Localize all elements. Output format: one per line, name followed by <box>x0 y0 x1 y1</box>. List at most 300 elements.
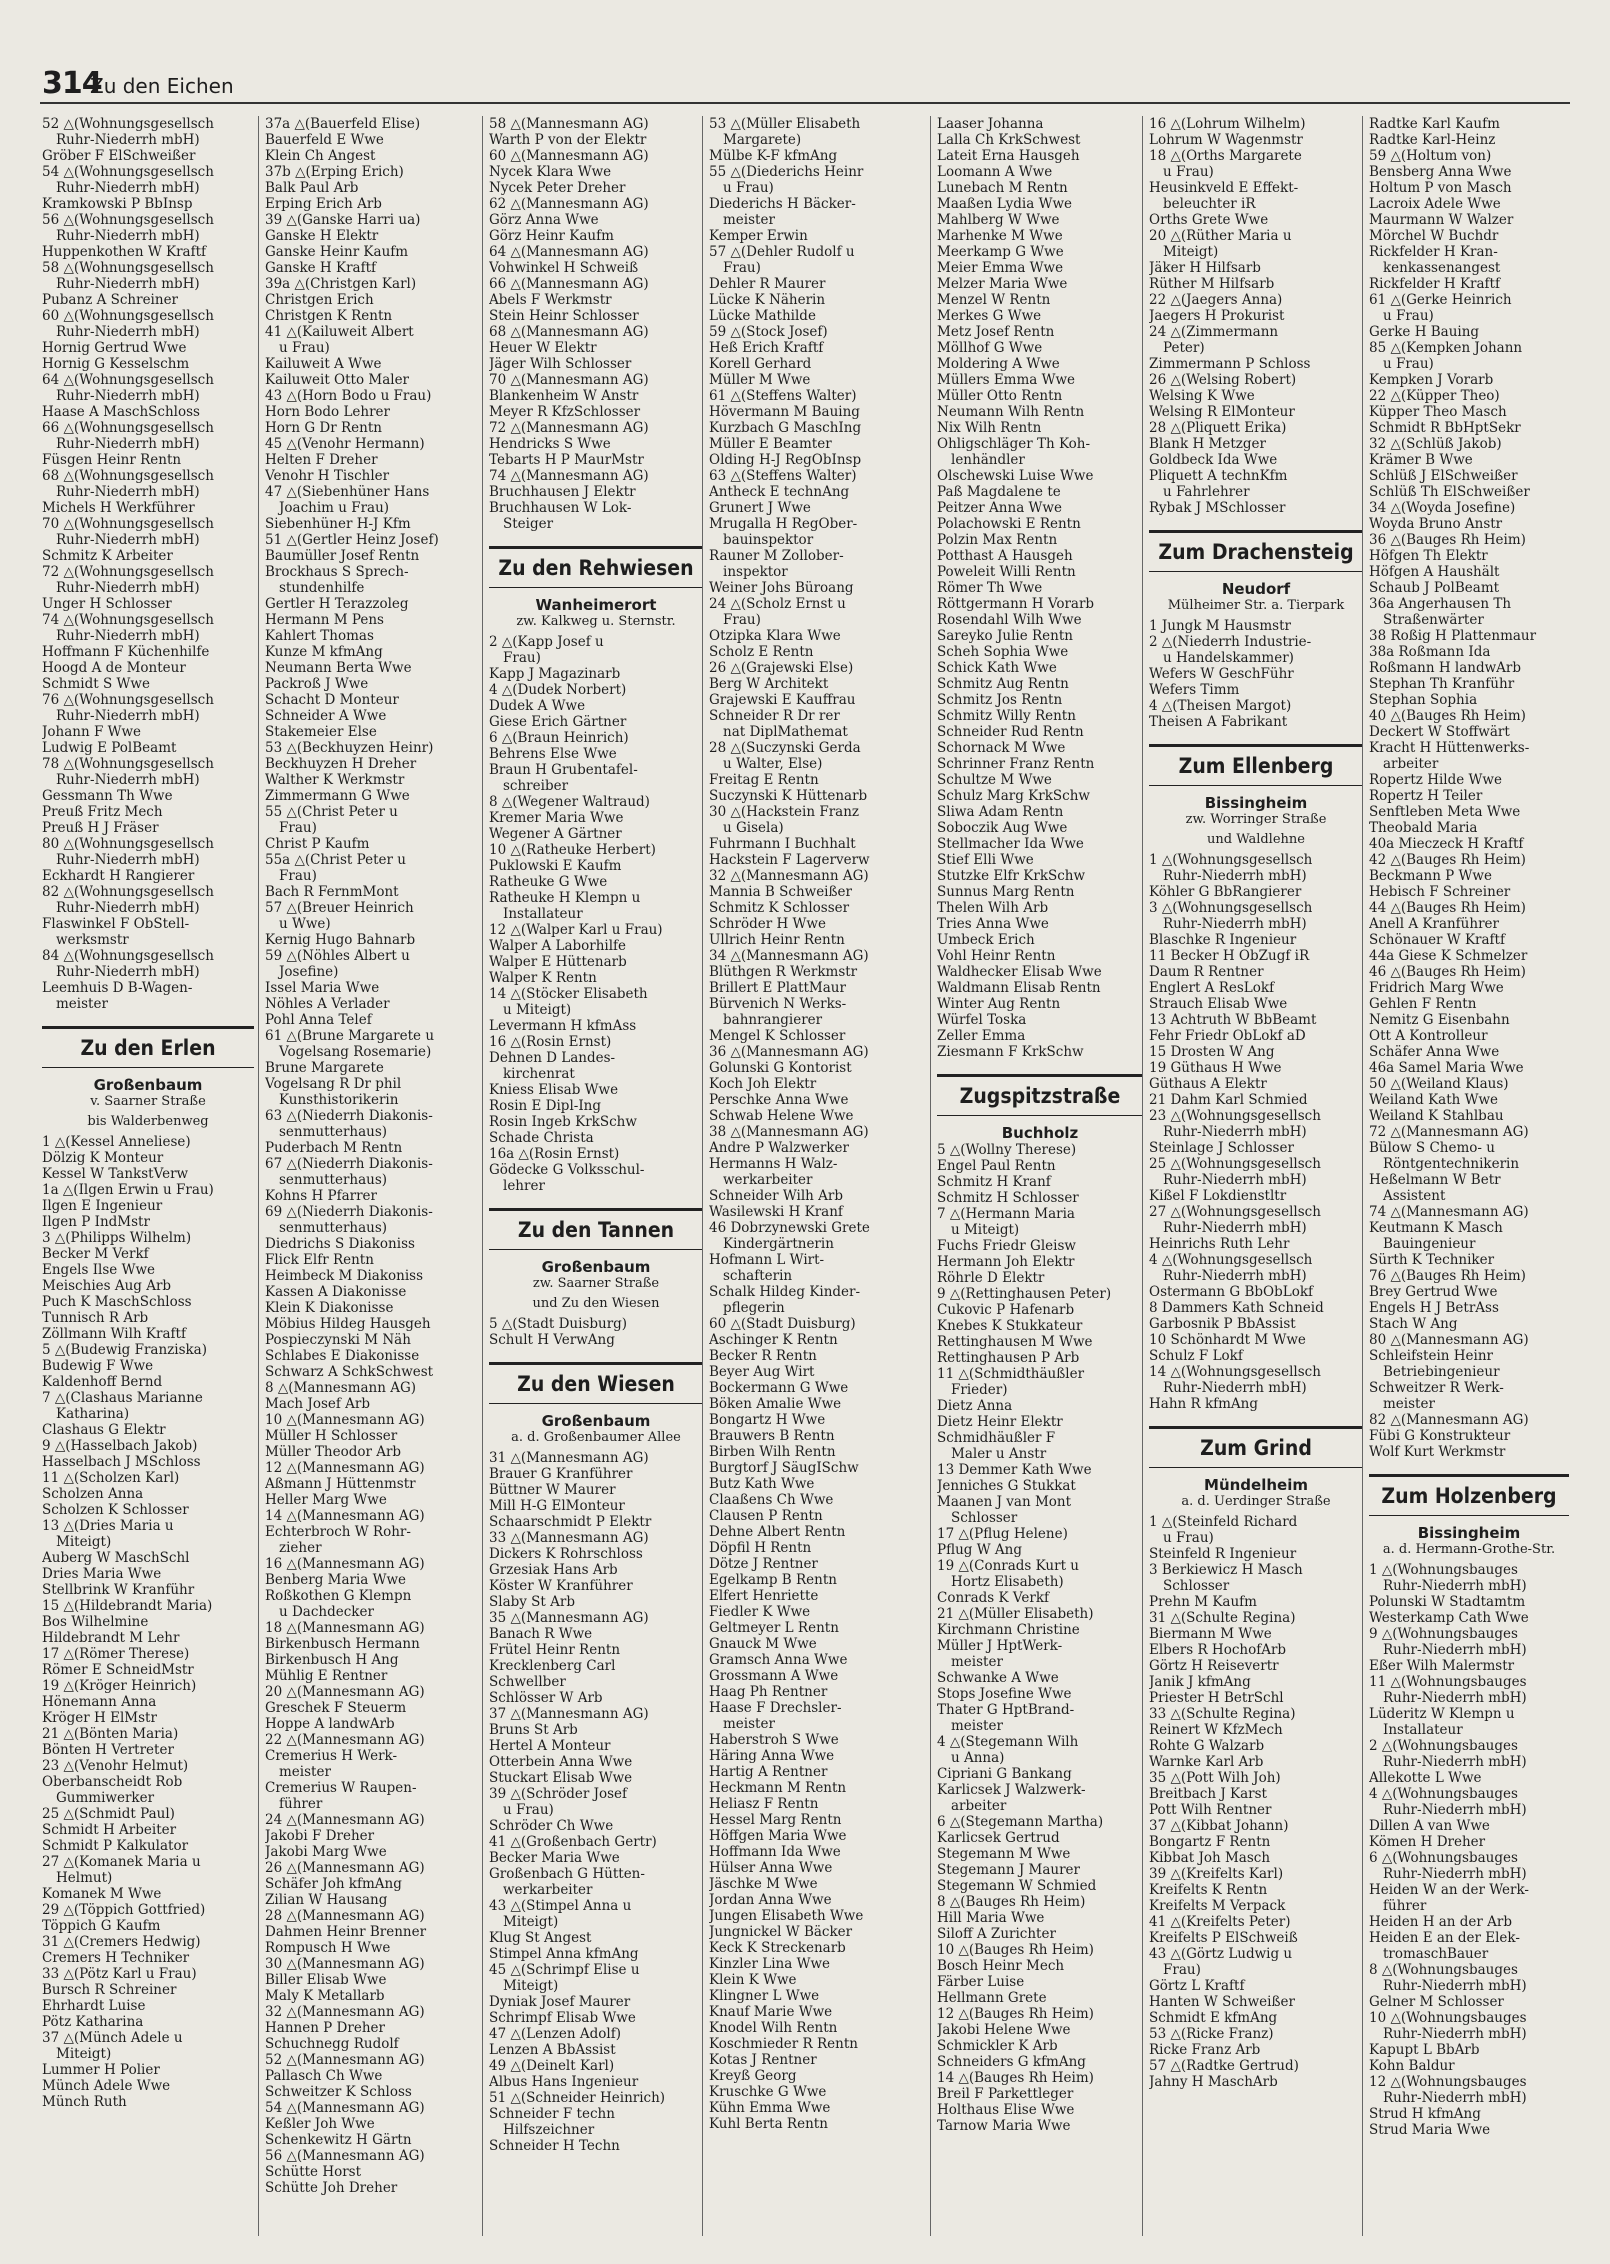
column-6 <box>1142 116 1363 2236</box>
directory-entry: Haase A MaschSchloss <box>42 404 200 420</box>
directory-entry: Strud H kfmAng <box>1369 2106 1481 2122</box>
directory-entry: Fiedler K Wwe <box>709 1604 811 1620</box>
directory-entry: Lummer H Polier <box>42 2062 160 2078</box>
directory-entry: 2 △(Niederrh Industrie- <box>1149 634 1312 650</box>
directory-entry: 28 △(Pliquett Erika) <box>1149 420 1287 436</box>
directory-entry: 33 △(Mannesmann AG) <box>489 1530 649 1546</box>
directory-entry: 21 △(Müller Elisabeth) <box>937 1606 1094 1622</box>
directory-entry: Oberbanscheidt Rob <box>42 1774 183 1790</box>
street-location-note: Mülheimer Str. a. Tierpark <box>1167 598 1345 613</box>
directory-entry: 85 △(Kempken Johann <box>1369 340 1523 356</box>
directory-entry: werksmstr <box>56 932 129 948</box>
directory-entry: 8 △(Wegener Waltraud) <box>489 794 650 810</box>
directory-entry: Schmitz H Kranf <box>937 1174 1051 1190</box>
directory-entry: Heßelmann W Betr <box>1369 1172 1501 1188</box>
directory-entry: Miteigt) <box>503 1978 559 1994</box>
directory-entry: Levermann H kfmAss <box>489 1018 637 1034</box>
directory-entry: Fridrich Marg Wwe <box>1369 980 1504 996</box>
directory-entry: arbeiter <box>951 1798 1007 1814</box>
directory-entry: meister <box>723 212 775 228</box>
directory-entry: 4 △(Wohnungsgesellsch <box>1149 1252 1313 1268</box>
directory-entry: Giese Erich Gärtner <box>489 714 627 730</box>
directory-entry: 45 △(Schrimpf Elise u <box>489 1962 640 1978</box>
directory-entry: 12 △(Wohnungsbauges <box>1369 2074 1527 2090</box>
directory-entry: Andre P Walzwerker <box>709 1140 849 1156</box>
directory-entry: 30 △(Mannesmann AG) <box>265 1956 425 1972</box>
directory-entry: Schmitz K Arbeiter <box>42 548 173 564</box>
directory-entry: Frau) <box>723 612 761 628</box>
directory-entry: 1 △(Wohnungsgesellsch <box>1149 852 1313 868</box>
directory-entry: Koch Joh Elektr <box>709 1076 817 1092</box>
directory-entry: Hoppe A landwArb <box>265 1716 395 1732</box>
directory-entry: Lunebach M Rentn <box>937 180 1068 196</box>
directory-entry: meister <box>1383 1396 1435 1412</box>
directory-entry: Schultze M Wwe <box>937 772 1052 788</box>
directory-entry: Kaldenhoff Bernd <box>42 1374 163 1390</box>
directory-entry: Lücke K Näherin <box>709 292 826 308</box>
directory-entry: Bach R FernmMont <box>265 884 399 900</box>
directory-entry: 59 △(Stock Josef) <box>709 324 828 340</box>
directory-entry: Schütte Joh Dreher <box>265 2180 398 2196</box>
directory-entry: Schenkewitz H Gärtn <box>265 2132 412 2148</box>
street-location-note: zw. Kalkweg u. Sternstr. <box>516 614 676 629</box>
directory-entry: Müller E Beamter <box>709 436 832 452</box>
directory-entry: 38 Roßig H Plattenmaur <box>1369 628 1537 644</box>
directory-entry: 70 △(Mannesmann AG) <box>489 372 649 388</box>
directory-entry: 39 △(Schröder Josef <box>489 1786 628 1802</box>
directory-entry: Peter) <box>1163 340 1205 356</box>
directory-entry: 57 △(Dehler Rudolf u <box>709 244 855 260</box>
directory-entry: 26 △(Grajewski Else) <box>709 660 854 676</box>
directory-entry: Pallasch Ch Wwe <box>265 2068 383 2084</box>
directory-entry: Ruhr-Niederrh mbH) <box>56 276 200 292</box>
directory-entry: Kinzler Lina Wwe <box>709 1956 830 1972</box>
district-name: Bissingheim <box>1417 1524 1521 1542</box>
directory-entry: Benberg Maria Wwe <box>265 1572 407 1588</box>
directory-entry: Mach Josef Arb <box>265 1396 371 1412</box>
directory-entry: u Frau) <box>723 180 774 196</box>
directory-entry: Gödecke G Volksschul- <box>489 1162 645 1178</box>
directory-entry: 8 Dammers Kath Schneid <box>1149 1300 1324 1316</box>
directory-entry: Stach W Ang <box>1369 1316 1458 1332</box>
directory-entry: Schmitz K Schlosser <box>709 900 850 916</box>
directory-entry: Ruhr-Niederrh mbH) <box>1163 1380 1307 1396</box>
directory-entry: Horn G Dr Rentn <box>265 420 382 436</box>
directory-entry: 55 △(Christ Peter u <box>265 804 398 820</box>
directory-entry: Ruhr-Niederrh mbH) <box>1383 1802 1527 1818</box>
directory-entry: 76 △(Bauges Rh Heim) <box>1369 1268 1526 1284</box>
directory-entry: Kernig Hugo Bahnarb <box>265 932 416 948</box>
directory-entry: Brockhaus S Sprech- <box>265 564 409 580</box>
directory-entry: bauinspektor <box>723 532 814 548</box>
directory-entry: Maanen J van Mont <box>937 1494 1072 1510</box>
directory-entry: 10 △(Ratheuke Herbert) <box>489 842 656 858</box>
directory-entry: Schneider Wilh Arb <box>709 1188 843 1204</box>
street-location-note: v. Saarner Straße <box>90 1094 206 1109</box>
directory-entry: Schlüß Th ElSchweißer <box>1369 484 1530 500</box>
directory-entry: Heinrichs Ruth Lehr <box>1149 1236 1290 1252</box>
directory-entry: u Frau) <box>1383 308 1434 324</box>
directory-entry: Heliasz F Rentn <box>709 1796 819 1812</box>
directory-entry: Höfgen A Haushält <box>1369 564 1500 580</box>
directory-entry: 5 △(Wollny Therese) <box>937 1142 1077 1158</box>
directory-entry: Melzer Maria Wwe <box>937 276 1068 292</box>
directory-entry: Albus Hans Ingenieur <box>489 2074 639 2090</box>
directory-entry: Dillen A van Wwe <box>1369 1818 1490 1834</box>
directory-entry: tromaschBauer <box>1383 1946 1489 1962</box>
directory-entry: Johann F Wwe <box>42 724 142 740</box>
directory-entry: Vogelsang R Dr phil <box>265 1076 402 1092</box>
directory-entry: 68 △(Wohnungsgesellsch <box>42 468 214 484</box>
directory-entry: 32 △(Mannesmann AG) <box>709 868 869 884</box>
directory-entry: Küpper Theo Masch <box>1369 404 1507 420</box>
directory-entry: Hellmann Grete <box>937 1990 1047 2006</box>
directory-entry: 28 △(Mannesmann AG) <box>265 1908 425 1924</box>
directory-entry: Fübi G Konstrukteur <box>1369 1428 1511 1444</box>
directory-entry: stundenhilfe <box>279 580 365 596</box>
directory-entry: 14 △(Stöcker Elisabeth <box>489 986 648 1002</box>
directory-entry: Pott Wilh Rentner <box>1149 1802 1272 1818</box>
street-heading: Zugspitzstraße <box>937 1074 1143 1116</box>
directory-entry: Kunze M kfmAng <box>265 644 383 660</box>
directory-entry: Schlabes E Diakonisse <box>265 1348 420 1364</box>
directory-entry: Miteigt) <box>56 2046 112 2062</box>
directory-entry: 55a △(Christ Peter u <box>265 852 406 868</box>
directory-entry: 8 △(Bauges Rh Heim) <box>937 1894 1086 1910</box>
directory-entry: Frieder) <box>951 1382 1008 1398</box>
street-location-note: und Waldlehne <box>1207 832 1305 847</box>
directory-entry: Schlosser <box>1163 1578 1230 1594</box>
directory-entry: 52 △(Mannesmann AG) <box>265 2052 425 2068</box>
directory-entry: Hill Maria Wwe <box>937 1910 1045 1926</box>
directory-entry: Walper E Hüttenarb <box>489 954 627 970</box>
directory-entry: Biermann M Wwe <box>1149 1626 1272 1642</box>
directory-entry: Lalla Ch KrkSchwest <box>937 132 1081 148</box>
directory-entry: Bockermann G Wwe <box>709 1380 849 1396</box>
directory-entry: 46 Dobrzynewski Grete <box>709 1220 870 1236</box>
directory-entry: Assistent <box>1383 1188 1446 1204</box>
directory-entry: Koschmieder R Rentn <box>709 2036 858 2052</box>
directory-entry: Müller H Schlosser <box>265 1428 398 1444</box>
directory-entry: Peitzer Anna Wwe <box>937 500 1062 516</box>
directory-entry: Rompusch H Wwe <box>265 1940 391 1956</box>
directory-entry: Knebes K Stukkateur <box>937 1318 1083 1334</box>
directory-entry: Hoffmann F Küchenhilfe <box>42 644 210 660</box>
district-name: Großenbaum <box>93 1076 203 1094</box>
directory-entry: Steiger <box>503 516 554 532</box>
directory-entry: Ruhr-Niederrh mbH) <box>1383 1754 1527 1770</box>
directory-entry: Hoogd A de Monteur <box>42 660 186 676</box>
directory-entry: Hasselbach J MSchloss <box>42 1454 201 1470</box>
directory-entry: Schweitzer R Werk- <box>1369 1380 1504 1396</box>
directory-entry: Jäker H Hilfsarb <box>1149 260 1261 276</box>
directory-entry: 23 △(Wohnungsgesellsch <box>1149 1108 1321 1124</box>
directory-entry: Puderbach M Rentn <box>265 1140 403 1156</box>
directory-entry: 72 △(Mannesmann AG) <box>489 420 649 436</box>
directory-entry: Hofmann L Wirt- <box>709 1252 825 1268</box>
directory-entry: Abels F Werkmstr <box>489 292 612 308</box>
directory-entry: Horn Bodo Lehrer <box>265 404 390 420</box>
directory-entry: 33 △(Schulte Regina) <box>1149 1706 1296 1722</box>
directory-entry: 43 △(Stimpel Anna u <box>489 1898 632 1914</box>
directory-entry: Venohr H Tischler <box>265 468 390 484</box>
directory-entry: 37 △(Mannesmann AG) <box>489 1706 649 1722</box>
directory-entry: 10 △(Bauges Rh Heim) <box>937 1942 1094 1958</box>
directory-entry: 9 △(Hasselbach Jakob) <box>42 1438 198 1454</box>
directory-entry: Hahn R kfmAng <box>1149 1396 1259 1412</box>
directory-entry: Mörchel W Buchdr <box>1369 228 1499 244</box>
directory-entry: Mrugalla H RegOber- <box>709 516 858 532</box>
directory-entry: Cukovic P Hafenarb <box>937 1302 1075 1318</box>
directory-entry: Dickers K Rohrschloss <box>489 1546 643 1562</box>
directory-entry: Jungen Elisabeth Wwe <box>709 1908 864 1924</box>
directory-entry: 58 △(Mannesmann AG) <box>489 116 649 132</box>
directory-entry: Michels H Werkführer <box>42 500 195 516</box>
directory-entry: Katharina) <box>56 1406 130 1422</box>
directory-entry: Bruchhausen W Lok- <box>489 500 632 516</box>
directory-entry: Zimmermann P Schloss <box>1149 356 1311 372</box>
directory-entry: Ruhr-Niederrh mbH) <box>56 852 200 868</box>
directory-entry: u Miteigt) <box>503 1002 572 1018</box>
directory-entry: Dötze J Rentner <box>709 1556 818 1572</box>
directory-entry: Banach R Wwe <box>489 1626 593 1642</box>
directory-entry: Miteigt) <box>56 1534 112 1550</box>
directory-entry: Janik J kfmAng <box>1149 1674 1251 1690</box>
district-name: Buchholz <box>1001 1124 1079 1142</box>
directory-entry: Berg W Architekt <box>709 676 829 692</box>
directory-entry: Miteigt) <box>1163 244 1219 260</box>
directory-entry: Görtz L Kraftf <box>1149 1978 1245 1994</box>
directory-entry: Rosin E Dipl-Ing <box>489 1098 602 1114</box>
directory-entry: Klein Ch Angest <box>265 148 376 164</box>
directory-entry: Becker R Rentn <box>709 1348 817 1364</box>
directory-entry: Heusinkveld E Effekt- <box>1149 180 1299 196</box>
directory-entry: Blank H Metzger <box>1149 436 1266 452</box>
directory-entry: Fehr Friedr ObLokf aD <box>1149 1028 1306 1044</box>
directory-entry: Sareyko Julie Rentn <box>937 628 1073 644</box>
directory-entry: Stops Josefine Wwe <box>937 1686 1072 1702</box>
directory-entry: 7 △(Clashaus Marianne <box>42 1390 203 1406</box>
directory-entry: Stutzke Elfr KrkSchw <box>937 868 1086 884</box>
directory-entry: 9 △(Wohnungsbauges <box>1369 1626 1518 1642</box>
directory-entry: Helmut) <box>56 1870 113 1886</box>
directory-entry: Pliquett A technKfm <box>1149 468 1288 484</box>
directory-entry: Kempken J Vorarb <box>1369 372 1494 388</box>
directory-entry: Krämer B Wwe <box>1369 452 1473 468</box>
directory-entry: 13 Demmer Kath Wwe <box>937 1462 1092 1478</box>
directory-entry: Ganske H Kraftf <box>265 260 376 276</box>
directory-entry: 27 △(Wohnungsgesellsch <box>1149 1204 1321 1220</box>
directory-entry: 51 △(Gertler Heinz Josef) <box>265 532 439 548</box>
directory-entry: Hönemann Anna <box>42 1694 157 1710</box>
directory-entry: Schneider H Techn <box>489 2138 620 2154</box>
directory-entry: Holtum P von Masch <box>1369 180 1512 196</box>
directory-entry: 58 △(Wohnungsgesellsch <box>42 260 214 276</box>
directory-entry: Frau) <box>1163 1962 1201 1978</box>
directory-entry: Blaschke R Ingenieur <box>1149 932 1297 948</box>
directory-entry: Ruhr-Niederrh mbH) <box>56 228 200 244</box>
directory-entry: Schmitz H Schlosser <box>937 1190 1079 1206</box>
directory-entry: Soboczik Aug Wwe <box>937 820 1068 836</box>
directory-entry: Umbeck Erich <box>937 932 1035 948</box>
directory-entry: Polunski W Stadtamtm <box>1369 1594 1526 1610</box>
directory-entry: 46 △(Bauges Rh Heim) <box>1369 964 1526 980</box>
directory-entry: Poweleit Willi Rentn <box>937 564 1076 580</box>
directory-entry: Mülbe K-F kfmAng <box>709 148 838 164</box>
directory-entry: 43 △(Horn Bodo u Frau) <box>265 388 432 404</box>
directory-entry: Schalk Hildeg Kinder- <box>709 1284 861 1300</box>
directory-entry: Klingner L Wwe <box>709 1988 820 2004</box>
directory-entry: 53 △(Müller Elisabeth <box>709 116 861 132</box>
directory-entry: 8 △(Mannesmann AG) <box>265 1380 417 1396</box>
directory-entry: 16a △(Rosin Ernst) <box>489 1146 620 1162</box>
directory-entry: Polzin Max Rentn <box>937 532 1058 548</box>
directory-entry: Kömen H Dreher <box>1369 1834 1486 1850</box>
directory-entry: Becker Maria Wwe <box>489 1850 620 1866</box>
directory-entry: Metz Josef Rentn <box>937 324 1055 340</box>
directory-entry: Installateur <box>503 906 583 922</box>
directory-entry: Sürth K Techniker <box>1369 1252 1495 1268</box>
directory-entry: führer <box>1383 1898 1427 1914</box>
directory-entry: 4 △(Dudek Norbert) <box>489 682 627 698</box>
directory-entry: 38 △(Mannesmann AG) <box>709 1124 869 1140</box>
directory-entry: Maler u Anstr <box>951 1446 1047 1462</box>
directory-entry: Claaßens Ch Wwe <box>709 1492 834 1508</box>
directory-entry: 33 △(Pötz Karl u Frau) <box>42 1966 197 1982</box>
directory-entry: Wefers W GeschFühr <box>1149 666 1294 682</box>
directory-entry: Ruhr-Niederrh mbH) <box>56 132 200 148</box>
directory-entry: 41 △(Kreifelts Peter) <box>1149 1914 1291 1930</box>
directory-entry: Biller Elisab Wwe <box>265 1972 387 1988</box>
directory-entry: 16 △(Lohrum Wilhelm) <box>1149 116 1306 132</box>
directory-entry: Schröder Ch Wwe <box>489 1818 614 1834</box>
directory-entry: Vohl Heinr Rentn <box>937 948 1056 964</box>
directory-entry: Nemitz G Eisenbahn <box>1369 1012 1510 1028</box>
district-name: Bissingheim <box>1204 794 1308 812</box>
directory-entry: Sunnus Marg Rentn <box>937 884 1075 900</box>
directory-entry: Rauner M Zollober- <box>709 548 844 564</box>
directory-entry: Hornig Gertrud Wwe <box>42 340 187 356</box>
directory-entry: Strud Maria Wwe <box>1369 2122 1491 2138</box>
directory-entry: beleuchter iR <box>1163 196 1256 212</box>
directory-entry: Röhrle D Elektr <box>937 1270 1045 1286</box>
directory-entry: Keßler Joh Wwe <box>265 2116 375 2132</box>
directory-entry: 72 △(Mannesmann AG) <box>1369 1124 1529 1140</box>
directory-entry: Ott A Kontrolleur <box>1369 1028 1488 1044</box>
directory-entry: Tunnisch R Arb <box>42 1310 149 1326</box>
directory-entry: Kuhl Berta Rentn <box>709 2116 828 2132</box>
directory-entry: u Frau) <box>1163 1530 1214 1546</box>
directory-entry: Preuß Fritz Mech <box>42 804 163 820</box>
directory-entry: Römer E SchneidMstr <box>42 1662 194 1678</box>
directory-entry: 5 △(Stadt Duisburg) <box>489 1316 628 1332</box>
directory-entry: Grossmann A Wwe <box>709 1668 839 1684</box>
directory-entry: Helten F Dreher <box>265 452 378 468</box>
directory-entry: Heiden H an der Arb <box>1369 1914 1513 1930</box>
directory-entry: Müller M Wwe <box>709 372 811 388</box>
directory-entry: Döpfil H Rentn <box>709 1540 812 1556</box>
directory-entry: 21 △(Bönten Maria) <box>42 1726 179 1742</box>
directory-entry: Hebisch F Schreiner <box>1369 884 1511 900</box>
directory-entry: Clausen P Rentn <box>709 1508 823 1524</box>
directory-entry: Müller Otto Rentn <box>937 388 1063 404</box>
column-3 <box>482 116 703 2236</box>
directory-entry: Bauerfeld E Wwe <box>265 132 384 148</box>
directory-entry: Gelner M Schlosser <box>1369 1994 1504 2010</box>
directory-entry: 26 △(Mannesmann AG) <box>265 1860 425 1876</box>
directory-entry: 46a Samel Maria Wwe <box>1369 1060 1524 1076</box>
directory-entry: Ganske Heinr Kaufm <box>265 244 409 260</box>
directory-entry: Olding H-J RegObInsp <box>709 452 862 468</box>
directory-entry: 74 △(Mannesmann AG) <box>1369 1204 1529 1220</box>
directory-entry: Cremers H Techniker <box>42 1950 190 1966</box>
street-heading: Zu den Tannen <box>489 1208 703 1250</box>
directory-entry: 38a Roßmann Ida <box>1369 644 1491 660</box>
directory-entry: Schmidt S Wwe <box>42 676 150 692</box>
directory-entry: Hackstein F Lagerverw <box>709 852 870 868</box>
directory-entry: Frütel Heinr Rentn <box>489 1642 621 1658</box>
directory-entry: Bruns St Arb <box>489 1722 578 1738</box>
directory-entry: Bosch Heinr Mech <box>937 1958 1065 1974</box>
directory-entry: nat DiplMathemat <box>723 724 848 740</box>
directory-entry: Dudek A Wwe <box>489 698 586 714</box>
directory-entry: Joachim u Frau) <box>279 500 390 516</box>
directory-entry: Ohligschläger Th Koh- <box>937 436 1091 452</box>
directory-entry: 18 △(Mannesmann AG) <box>265 1620 425 1636</box>
directory-entry: Olschewski Luise Wwe <box>937 468 1094 484</box>
street-heading: Zum Ellenberg <box>1149 744 1363 786</box>
directory-entry: Ruhr-Niederrh mbH) <box>1383 1642 1527 1658</box>
directory-entry: Rüther M Hilfsarb <box>1149 276 1275 292</box>
directory-entry: Greschek F Steuerm <box>265 1700 407 1716</box>
directory-entry: 47 △(Lenzen Adolf) <box>489 2026 621 2042</box>
directory-entry: 14 △(Mannesmann AG) <box>265 1508 425 1524</box>
directory-entry: Polachowski E Rentn <box>937 516 1081 532</box>
directory-entry: 11 △(Scholzen Karl) <box>42 1470 180 1486</box>
directory-entry: 37b △(Erping Erich) <box>265 164 404 180</box>
directory-entry: Hülser Anna Wwe <box>709 1860 833 1876</box>
directory-entry: Ruhr-Niederrh mbH) <box>1383 1978 1527 1994</box>
directory-entry: Tarnow Maria Wwe <box>937 2118 1071 2134</box>
directory-entry: Kreyß Georg <box>709 2068 797 2084</box>
directory-entry: Warnke Karl Arb <box>1149 1754 1264 1770</box>
directory-entry: Kurzbach G MaschIng <box>709 420 862 436</box>
directory-entry: Packroß J Wwe <box>265 676 369 692</box>
directory-entry: meister <box>951 1718 1003 1734</box>
directory-entry: Schmidhäußler F <box>937 1430 1056 1446</box>
directory-entry: Straßenwärter <box>1383 612 1484 628</box>
directory-entry: Wolf Kurt Werkmstr <box>1369 1444 1506 1460</box>
directory-entry: Kailuweit A Wwe <box>265 356 382 372</box>
directory-entry: Wefers Timm <box>1149 682 1240 698</box>
directory-entry: 64 △(Mannesmann AG) <box>489 244 649 260</box>
directory-entry: Schneider F techn <box>489 2106 615 2122</box>
directory-entry: Kißel F Lokdienstltr <box>1149 1188 1287 1204</box>
directory-entry: Senftleben Meta Wwe <box>1369 804 1521 820</box>
directory-entry: Thelen Wilh Arb <box>937 900 1049 916</box>
directory-entry: Fuchs Friedr Gleisw <box>937 1238 1076 1254</box>
directory-entry: u Handelskammer) <box>1163 650 1294 666</box>
directory-entry: schafterin <box>723 1268 793 1284</box>
directory-entry: Steinfeld R Ingenieur <box>1149 1546 1297 1562</box>
directory-entry: Jakobi Helene Wwe <box>937 2022 1071 2038</box>
directory-entry: Kailuweit Otto Maler <box>265 372 410 388</box>
directory-entry: Frau) <box>503 650 541 666</box>
directory-entry: Laaser Johanna <box>937 116 1044 132</box>
directory-entry: Becker M Verkf <box>42 1246 149 1262</box>
directory-entry: Beyer Aug Wirt <box>709 1364 815 1380</box>
directory-entry: Heß Erich Kraftf <box>709 340 824 356</box>
